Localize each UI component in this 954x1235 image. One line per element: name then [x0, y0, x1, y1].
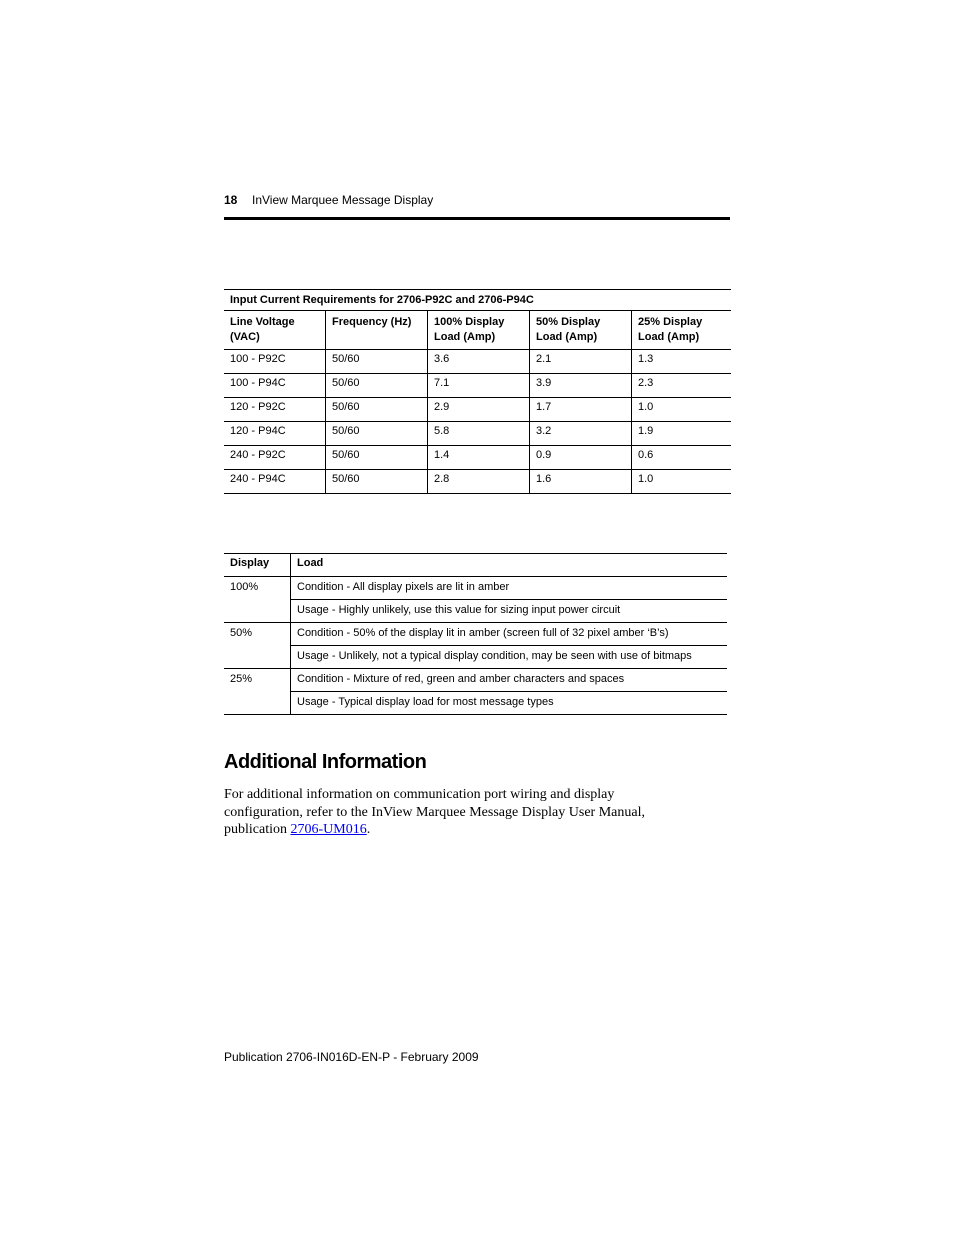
table-cell: 120 - P92C [224, 398, 326, 422]
paragraph-text-end: . [366, 822, 371, 837]
table-row [224, 669, 727, 692]
table-cell: 240 - P94C [224, 470, 326, 494]
section-heading: Additional Information [224, 751, 427, 773]
column-header-line-voltage: Line Voltage (VAC) [224, 311, 326, 350]
table-row [224, 446, 731, 470]
table-cell: 5.8 [428, 422, 530, 446]
column-header-100-load: 100% Display Load (Amp) [428, 311, 530, 350]
table-cell: 100 - P94C [224, 374, 326, 398]
column-header-25-load: 25% Display Load (Amp) [632, 311, 732, 350]
table-cell: 50/60 [326, 398, 428, 422]
table-cell: 50/60 [326, 470, 428, 494]
table-row [224, 422, 731, 446]
table-cell: 1.0 [632, 470, 732, 494]
header-title: InView Marquee Message Display [252, 193, 434, 207]
table-cell: 7.1 [428, 374, 530, 398]
table-cell: 3.6 [428, 350, 530, 374]
publication-link[interactable]: 2706-UM016 [290, 822, 367, 837]
table-cell: 1.9 [632, 422, 732, 446]
table-cell: 1.6 [530, 470, 632, 494]
display-level-cell: 25% [224, 669, 291, 715]
display-load-table [224, 553, 727, 715]
table-cell: 50/60 [326, 350, 428, 374]
table-row [224, 600, 727, 623]
column-header-display: Display [224, 554, 291, 577]
table-cell: 1.0 [632, 398, 732, 422]
display-level-cell: 100% [230, 581, 259, 593]
table-cell: 50/60 [326, 422, 428, 446]
condition-cell: Condition - All display pixels are lit in amber [291, 577, 728, 600]
table-cell: 3.2 [530, 422, 632, 446]
page-footer: Publication 2706-IN016D-EN-P - February 2009 [224, 1050, 479, 1064]
condition-cell: Condition - 50% of the display lit in amber (screen full of 32 pixel amber ‘B’s) [291, 623, 728, 646]
table-row [224, 692, 727, 715]
table-row [224, 646, 727, 669]
table-cell: 2.1 [530, 350, 632, 374]
table-cell: 1.7 [530, 398, 632, 422]
table-row [224, 374, 731, 398]
table-cell: 1.4 [428, 446, 530, 470]
paragraph-text: For additional information on communication port wiring and display configuration, refer to the InView Marquee Message Display User Manual, publication [224, 787, 645, 837]
table-cell: 120 - P94C [224, 422, 326, 446]
table-cell: 0.9 [530, 446, 632, 470]
body-paragraph [224, 786, 694, 839]
table-cell: 50/60 [326, 374, 428, 398]
table-cell: 2.3 [632, 374, 732, 398]
table-cell: 50/60 [326, 446, 428, 470]
input-current-table [224, 289, 731, 494]
condition-cell: Condition - Mixture of red, green and amber characters and spaces [291, 669, 728, 692]
table-row [224, 470, 731, 494]
table-row [224, 350, 731, 374]
column-header-50-load: 50% Display Load (Amp) [530, 311, 632, 350]
usage-cell: Usage - Highly unlikely, use this value for sizing input power circuit [291, 600, 728, 623]
table-cell: 3.9 [530, 374, 632, 398]
table-row [224, 398, 731, 422]
table-row [224, 623, 727, 646]
usage-cell: Usage - Typical display load for most message types [291, 692, 728, 715]
table-cell: 240 - P92C [224, 446, 326, 470]
page-number: 18 [224, 193, 238, 207]
table-cell: 100 - P92C [230, 353, 286, 365]
column-header-load: Load [291, 554, 728, 577]
table-cell: 2.8 [428, 470, 530, 494]
table-cell: 1.3 [632, 350, 732, 374]
table-caption: Input Current Requirements for 2706-P92C and 2706-P94C [224, 290, 731, 311]
usage-cell: Usage - Unlikely, not a typical display condition, may be seen with use of bitmaps [291, 646, 728, 669]
table-cell: 0.6 [632, 446, 732, 470]
table-row [224, 577, 727, 600]
table-cell: 2.9 [428, 398, 530, 422]
page-header [224, 190, 730, 220]
column-header-frequency: Frequency (Hz) [326, 311, 428, 350]
display-level-cell: 50% [224, 623, 291, 669]
